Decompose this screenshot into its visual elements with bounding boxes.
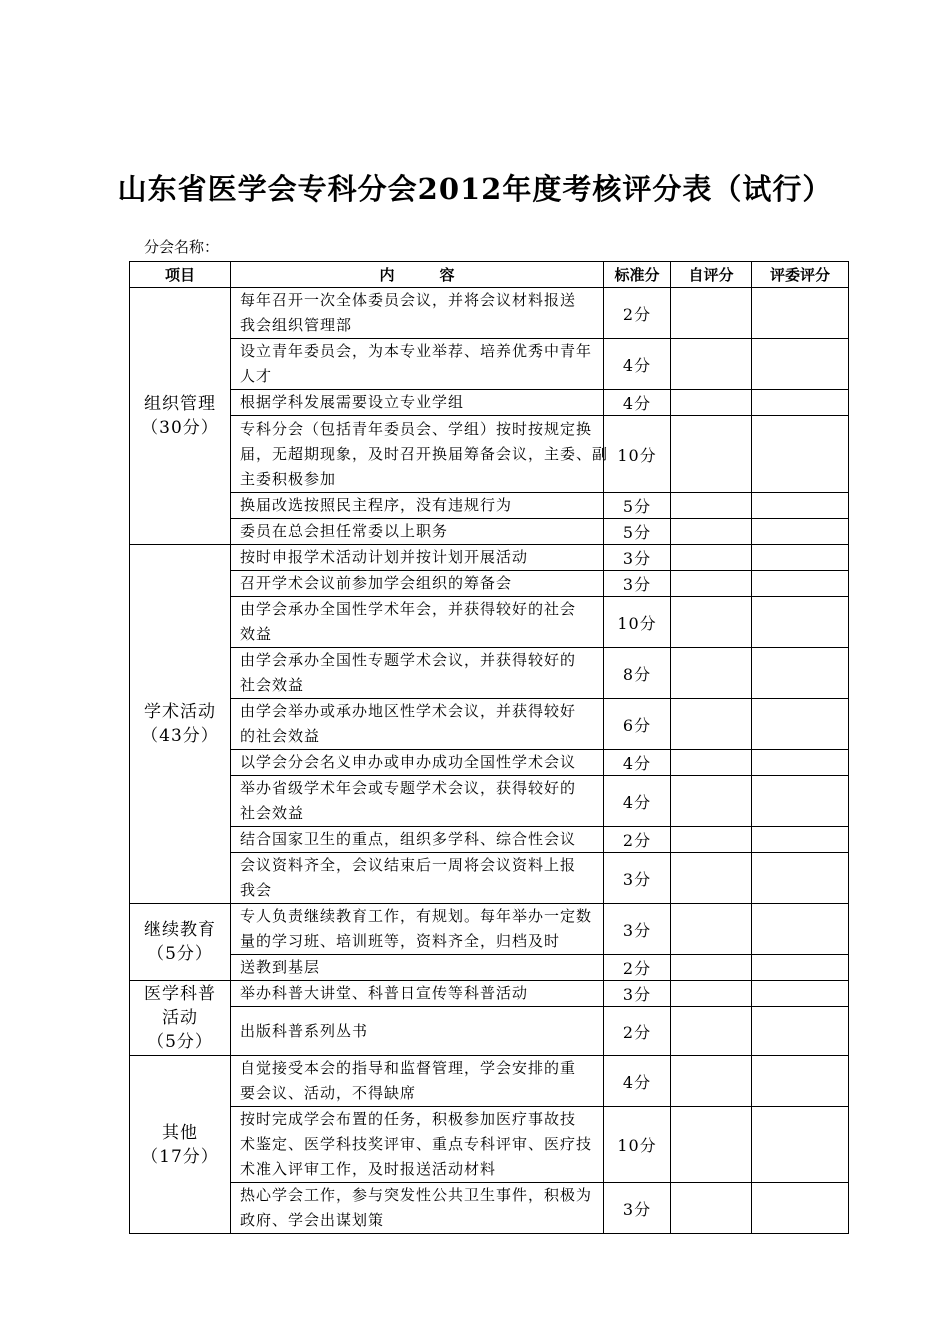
content-cell (231, 776, 604, 827)
judge-score-cell[interactable] (752, 955, 849, 981)
table-row (130, 1056, 849, 1107)
table-row (130, 776, 849, 827)
judge-score-cell[interactable] (752, 416, 849, 493)
self-score-cell[interactable] (671, 416, 752, 493)
table-row (130, 416, 849, 493)
self-score-cell[interactable] (671, 519, 752, 545)
table-row (130, 827, 849, 853)
content-line: 由学会承办全国性专题学术会议，并获得较好的 (240, 651, 577, 669)
standard-score-cell: 3分 (604, 571, 671, 597)
judge-score-cell[interactable] (752, 981, 849, 1007)
category-name: 其他 (162, 1122, 198, 1143)
category-name: 组织管理 (144, 394, 216, 414)
content-cell (231, 571, 604, 597)
table-row (130, 699, 849, 750)
table-row (130, 390, 849, 416)
content-cell (231, 1183, 604, 1234)
table-row (130, 955, 849, 981)
self-score-cell[interactable] (671, 981, 752, 1007)
table-row (130, 750, 849, 776)
content-line: 热心学会工作，参与突发性公共卫生事件，积极为 (240, 1186, 593, 1204)
table-row (130, 597, 849, 648)
content-line: 的社会效益 (240, 727, 321, 745)
standard-score-cell: 4分 (604, 750, 671, 776)
self-score-cell[interactable] (671, 339, 752, 390)
branch-name-label: 分会名称： (144, 238, 220, 256)
standard-score-cell: 6分 (604, 699, 671, 750)
content-cell (231, 339, 604, 390)
content-cell (231, 981, 604, 1007)
content-line: 设立青年委员会，为本专业举荐、培养优秀中青年 (240, 342, 593, 360)
content-line: 由学会举办或承办地区性学术会议，并获得较好 (240, 702, 577, 720)
self-score-cell[interactable] (671, 776, 752, 827)
judge-score-cell[interactable] (752, 545, 849, 571)
judge-score-cell[interactable] (752, 339, 849, 390)
content-cell (231, 416, 609, 493)
page-title: 山东省医学会专科分会2012年度考核评分表（试行） (117, 172, 833, 206)
content-line: 出版科普系列丛书 (240, 1021, 369, 1040)
standard-score-cell: 10分 (604, 416, 671, 493)
self-score-cell[interactable] (671, 827, 752, 853)
standard-score-cell: 2分 (604, 1007, 671, 1056)
table-row (130, 981, 849, 1007)
self-score-cell[interactable] (671, 955, 752, 981)
content-cell (231, 493, 604, 519)
content-cell (231, 519, 604, 545)
content-line: 要会议、活动，不得缺席 (240, 1084, 417, 1102)
standard-score-cell: 4分 (604, 1056, 671, 1107)
category-score: （5分） (147, 944, 213, 964)
judge-score-cell[interactable] (752, 571, 849, 597)
standard-score-cell: 4分 (604, 776, 671, 827)
content-line: 换届改选按照民主程序，没有违规行为 (240, 496, 513, 514)
content-line: 结合国家卫生的重点，组织多学科、综合性会议 (240, 830, 577, 848)
content-line: 根据学科发展需要设立专业学组 (240, 393, 465, 411)
table-row (130, 1107, 849, 1183)
standard-score-cell: 10分 (604, 1107, 671, 1183)
judge-score-cell[interactable] (752, 597, 849, 648)
category-cell (130, 545, 231, 904)
category-score: （30分） (141, 418, 219, 438)
standard-score-cell: 3分 (604, 981, 671, 1007)
content-cell (231, 1007, 604, 1056)
table-row (130, 853, 849, 904)
category-name-cont: 活动 (162, 1008, 198, 1028)
self-score-cell[interactable] (671, 493, 752, 519)
category-cell (130, 981, 231, 1056)
self-score-cell[interactable] (671, 1007, 752, 1056)
judge-score-cell[interactable] (752, 648, 849, 699)
content-line: 自觉接受本会的指导和监督管理，学会安排的重 (240, 1059, 577, 1077)
content-cell (231, 288, 604, 339)
judge-score-cell[interactable] (752, 776, 849, 827)
judge-score-cell[interactable] (752, 827, 849, 853)
category-cell (130, 904, 231, 981)
content-cell (231, 750, 604, 776)
standard-score-cell: 4分 (604, 390, 671, 416)
standard-score-cell: 4分 (604, 339, 671, 390)
table-body (130, 288, 849, 1234)
content-line: 效益 (240, 625, 273, 643)
judge-score-cell[interactable] (752, 1107, 849, 1183)
category-cell (130, 1056, 231, 1234)
header-judge-score: 评委评分 (752, 262, 849, 288)
standard-score-cell: 5分 (604, 493, 671, 519)
table-row (130, 904, 849, 955)
self-score-cell[interactable] (671, 648, 752, 699)
standard-score-cell: 8分 (604, 648, 671, 699)
content-line: 专人负责继续教育工作，有规划。每年举办一定数 (240, 907, 593, 925)
self-score-cell[interactable] (671, 571, 752, 597)
content-line: 政府、学会出谋划策 (240, 1211, 385, 1229)
judge-score-cell[interactable] (752, 1056, 849, 1107)
category-score: （17分） (141, 1146, 219, 1167)
judge-score-cell[interactable] (752, 904, 849, 955)
table-row (130, 493, 849, 519)
content-line: 以学会分会名义申办或申办成功全国性学术会议 (240, 753, 577, 771)
content-line: 量的学习班、培训班等，资料齐全，归档及时 (240, 932, 561, 950)
content-line: 举办省级学术年会或专题学术会议，获得较好的 (240, 779, 577, 797)
self-score-cell[interactable] (671, 1183, 752, 1234)
judge-score-cell[interactable] (752, 1183, 849, 1234)
self-score-cell[interactable] (671, 545, 752, 571)
standard-score-cell: 3分 (604, 853, 671, 904)
table-row (130, 571, 849, 597)
judge-score-cell[interactable] (752, 699, 849, 750)
table-row (130, 288, 849, 339)
self-score-cell[interactable] (671, 699, 752, 750)
table-row (130, 1007, 849, 1056)
standard-score-cell: 5分 (604, 519, 671, 545)
self-score-cell[interactable] (671, 390, 752, 416)
content-cell (231, 955, 604, 981)
category-score: （5分） (147, 1032, 213, 1052)
content-line: 送教到基层 (240, 958, 321, 976)
score-table (129, 261, 849, 1234)
content-cell (231, 1107, 604, 1183)
standard-score-cell: 2分 (604, 955, 671, 981)
self-score-cell[interactable] (671, 288, 752, 339)
self-score-cell[interactable] (671, 750, 752, 776)
content-line: 按时完成学会布置的任务，积极参加医疗事故技 (240, 1110, 577, 1128)
table-row (130, 648, 849, 699)
content-line: 社会效益 (240, 676, 305, 694)
header-content: 内 容 (231, 262, 604, 288)
self-score-cell[interactable] (671, 853, 752, 904)
content-line: 委员在总会担任常委以上职务 (240, 522, 449, 540)
content-cell (231, 699, 604, 750)
judge-score-cell[interactable] (752, 1007, 849, 1056)
judge-score-cell[interactable] (752, 288, 849, 339)
content-cell (231, 545, 604, 571)
content-cell (231, 648, 604, 699)
content-line: 会议资料齐全，会议结束后一周将会议资料上报 (240, 856, 577, 874)
content-line: 由学会承办全国性学术年会，并获得较好的社会 (240, 600, 577, 618)
self-score-cell[interactable] (671, 904, 752, 955)
judge-score-cell[interactable] (752, 750, 849, 776)
content-line: 术准入评审工作，及时报送活动材料 (240, 1160, 497, 1178)
header-item: 项目 (130, 262, 231, 288)
content-line: 我会 (240, 881, 273, 899)
category-cell (130, 288, 231, 545)
content-line: 主委积极参加 (240, 469, 337, 488)
content-line: 我会组织管理部 (240, 316, 353, 334)
content-line: 按时申报学术活动计划并按计划开展活动 (240, 548, 529, 566)
content-cell (231, 827, 604, 853)
category-name: 继续教育 (144, 920, 216, 940)
content-cell (231, 1056, 604, 1107)
category-score: （43分） (141, 726, 219, 746)
table-row (130, 519, 849, 545)
judge-score-cell[interactable] (752, 493, 849, 519)
judge-score-cell[interactable] (752, 390, 849, 416)
content-cell (231, 390, 604, 416)
judge-score-cell[interactable] (752, 853, 849, 904)
standard-score-cell: 2分 (604, 827, 671, 853)
self-score-cell[interactable] (671, 597, 752, 648)
self-score-cell[interactable] (671, 1056, 752, 1107)
table-row (130, 339, 849, 390)
standard-score-cell: 3分 (604, 1183, 671, 1234)
content-line: 术鉴定、医学科技奖评审、重点专科评审、医疗技 (240, 1135, 593, 1153)
table-row (130, 1183, 849, 1234)
content-line: 专科分会（包括青年委员会、学组）按时按规定换 (240, 419, 593, 438)
table-header-row (130, 262, 849, 288)
judge-score-cell[interactable] (752, 519, 849, 545)
self-score-cell[interactable] (671, 1107, 752, 1183)
header-self-score: 自评分 (671, 262, 752, 288)
content-cell (231, 597, 604, 648)
table-row (130, 545, 849, 571)
content-line: 届，无超期现象，及时召开换届筹备会议，主委、副 (240, 444, 609, 463)
content-line: 社会效益 (240, 804, 305, 822)
content-cell (231, 853, 604, 904)
category-name: 医学科普 (144, 984, 216, 1004)
header-standard-score: 标准分 (604, 262, 671, 288)
content-line: 每年召开一次全体委员会议，并将会议材料报送 (240, 291, 577, 309)
content-line: 举办科普大讲堂、科普日宣传等科普活动 (240, 984, 529, 1002)
category-name: 学术活动 (144, 702, 216, 722)
content-line: 人才 (240, 367, 273, 385)
content-line: 召开学术会议前参加学会组织的筹备会 (240, 574, 513, 592)
standard-score-cell: 2分 (604, 288, 671, 339)
standard-score-cell: 3分 (604, 545, 671, 571)
standard-score-cell: 3分 (604, 904, 671, 955)
standard-score-cell: 10分 (604, 597, 671, 648)
content-cell (231, 904, 604, 955)
